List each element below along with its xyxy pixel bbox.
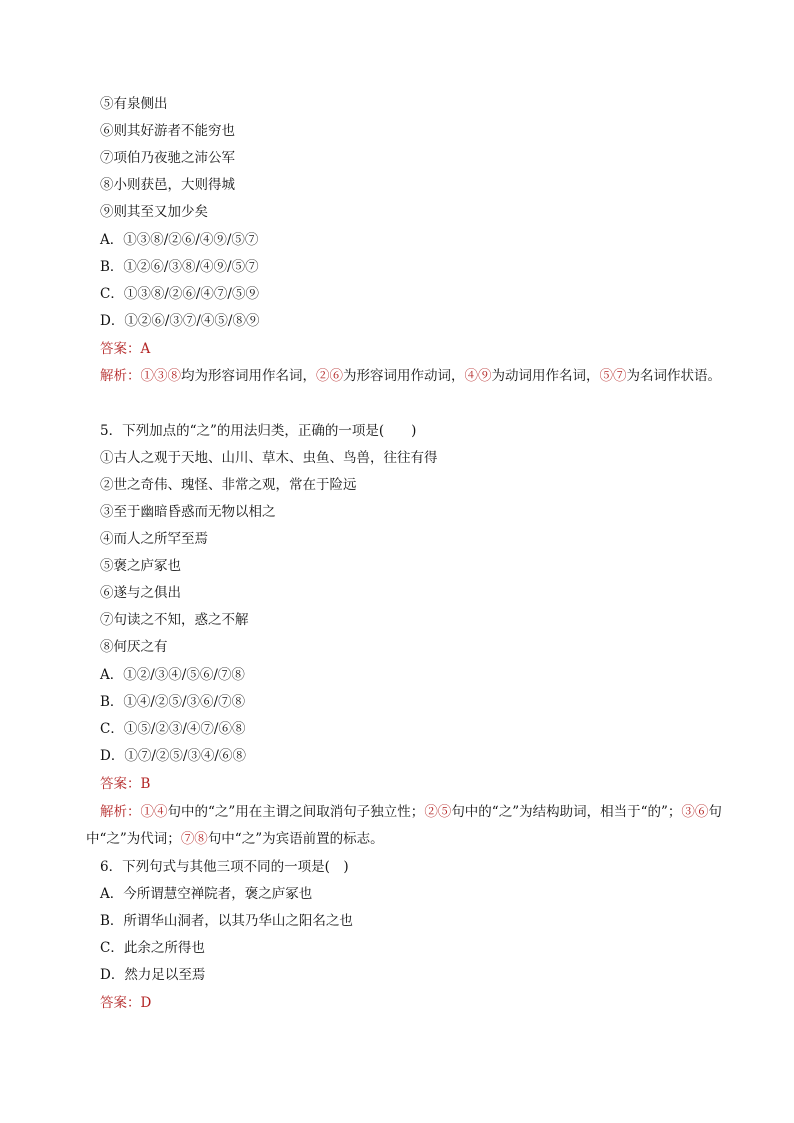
q6-answer — [100, 994, 151, 1012]
answer-value: B — [140, 776, 151, 792]
q6-option-c: C．此余之所得也 — [100, 940, 205, 956]
q5-item-2: ②世之奇伟、瑰怪、非常之观，常在于险远 — [100, 477, 357, 493]
analysis-text-3: 为动词用作名词， — [491, 368, 600, 384]
q5-stem: 5．下列加点的“之”的用法归类，正确的一项是( ) — [100, 423, 417, 439]
answer-label: 答案： — [100, 776, 141, 792]
q5-item-5: ⑤褒之庐冢也 — [100, 558, 181, 574]
analysis-ref-4: ⑤⑦ — [599, 368, 627, 384]
q5-item-8: ⑧何厌之有 — [100, 639, 168, 655]
q5-option-a: A．①②/③④/⑤⑥/⑦⑧ — [100, 667, 245, 683]
q4-option-a: A．①③⑧/②⑥/④⑨/⑤⑦ — [100, 232, 259, 248]
analysis-text-3: 句中“之”为代词； — [86, 804, 722, 847]
analysis-text-1: 均为形容词用作名词， — [181, 368, 316, 384]
analysis-ref-3: ③⑥ — [681, 804, 709, 820]
answer-label: 答案： — [100, 341, 141, 357]
q5-answer — [100, 775, 150, 793]
q4-item-9: ⑨则其至又加少矣 — [100, 204, 208, 220]
q5-option-b: B．①④/②⑤/③⑥/⑦⑧ — [100, 694, 246, 710]
q5-item-6: ⑥遂与之俱出 — [100, 585, 181, 601]
q4-option-b: B．①②⑥/③⑧/④⑨/⑤⑦ — [100, 259, 259, 275]
q5-option-c: C．①⑤/②③/④⑦/⑥⑧ — [100, 721, 246, 737]
answer-value: D — [140, 995, 152, 1011]
analysis-label: 解析： — [100, 804, 141, 820]
analysis-text-1: 句中的“之”用在主谓之间取消句子独立性； — [167, 804, 425, 820]
analysis-ref-3: ④⑨ — [464, 368, 492, 384]
q6-option-d: D．然力足以至焉 — [100, 967, 206, 983]
analysis-ref-2: ②⑤ — [424, 804, 452, 820]
analysis-ref-2: ②⑥ — [316, 368, 343, 384]
q6-option-b: B．所谓华山洞者，以其乃华山之阳名之也 — [100, 913, 353, 929]
answer-value: A — [140, 341, 151, 357]
q4-item-6: ⑥则其好游者不能穷也 — [100, 123, 235, 139]
analysis-ref-1: ①③⑧ — [140, 368, 181, 384]
answer-label: 答案： — [100, 995, 141, 1011]
q4-analysis — [86, 363, 726, 390]
q5-item-4: ④而人之所罕至焉 — [100, 531, 208, 547]
analysis-ref-4: ⑦⑧ — [180, 831, 208, 847]
q4-item-5: ⑤有泉侧出 — [100, 96, 168, 112]
q5-analysis — [86, 799, 726, 853]
q4-answer — [100, 340, 150, 358]
analysis-text-4: 为名词作状语。 — [626, 368, 721, 384]
q5-item-7: ⑦句读之不知，惑之不解 — [100, 612, 249, 628]
q4-item-8: ⑧小则获邑，大则得城 — [100, 177, 235, 193]
analysis-text-2: 句中的“之”为结构助词，相当于“的”； — [451, 804, 682, 820]
q4-option-d: D．①②⑥/③⑦/④⑤/⑧⑨ — [100, 313, 260, 329]
q5-option-d: D．①⑦/②⑤/③④/⑥⑧ — [100, 748, 246, 764]
q4-option-c: C．①③⑧/②⑥/④⑦/⑤⑨ — [100, 286, 259, 302]
analysis-ref-1: ①④ — [140, 804, 168, 820]
q6-stem: 6．下列句式与其他三项不同的一项是( ) — [100, 859, 349, 875]
q6-option-a: A．今所谓慧空禅院者，褒之庐冢也 — [100, 886, 313, 902]
q4-item-7: ⑦项伯乃夜驰之沛公军 — [100, 150, 235, 166]
analysis-text-2: 为形容词用作动词， — [343, 368, 465, 384]
analysis-text-4: 句中“之”为宾语前置的标志。 — [207, 831, 384, 847]
q5-item-1: ①古人之观于天地、山川、草木、虫鱼、鸟兽，往往有得 — [100, 450, 438, 466]
q5-item-3: ③至于幽暗昏惑而无物以相之 — [100, 504, 276, 520]
analysis-label: 解析： — [100, 368, 141, 384]
